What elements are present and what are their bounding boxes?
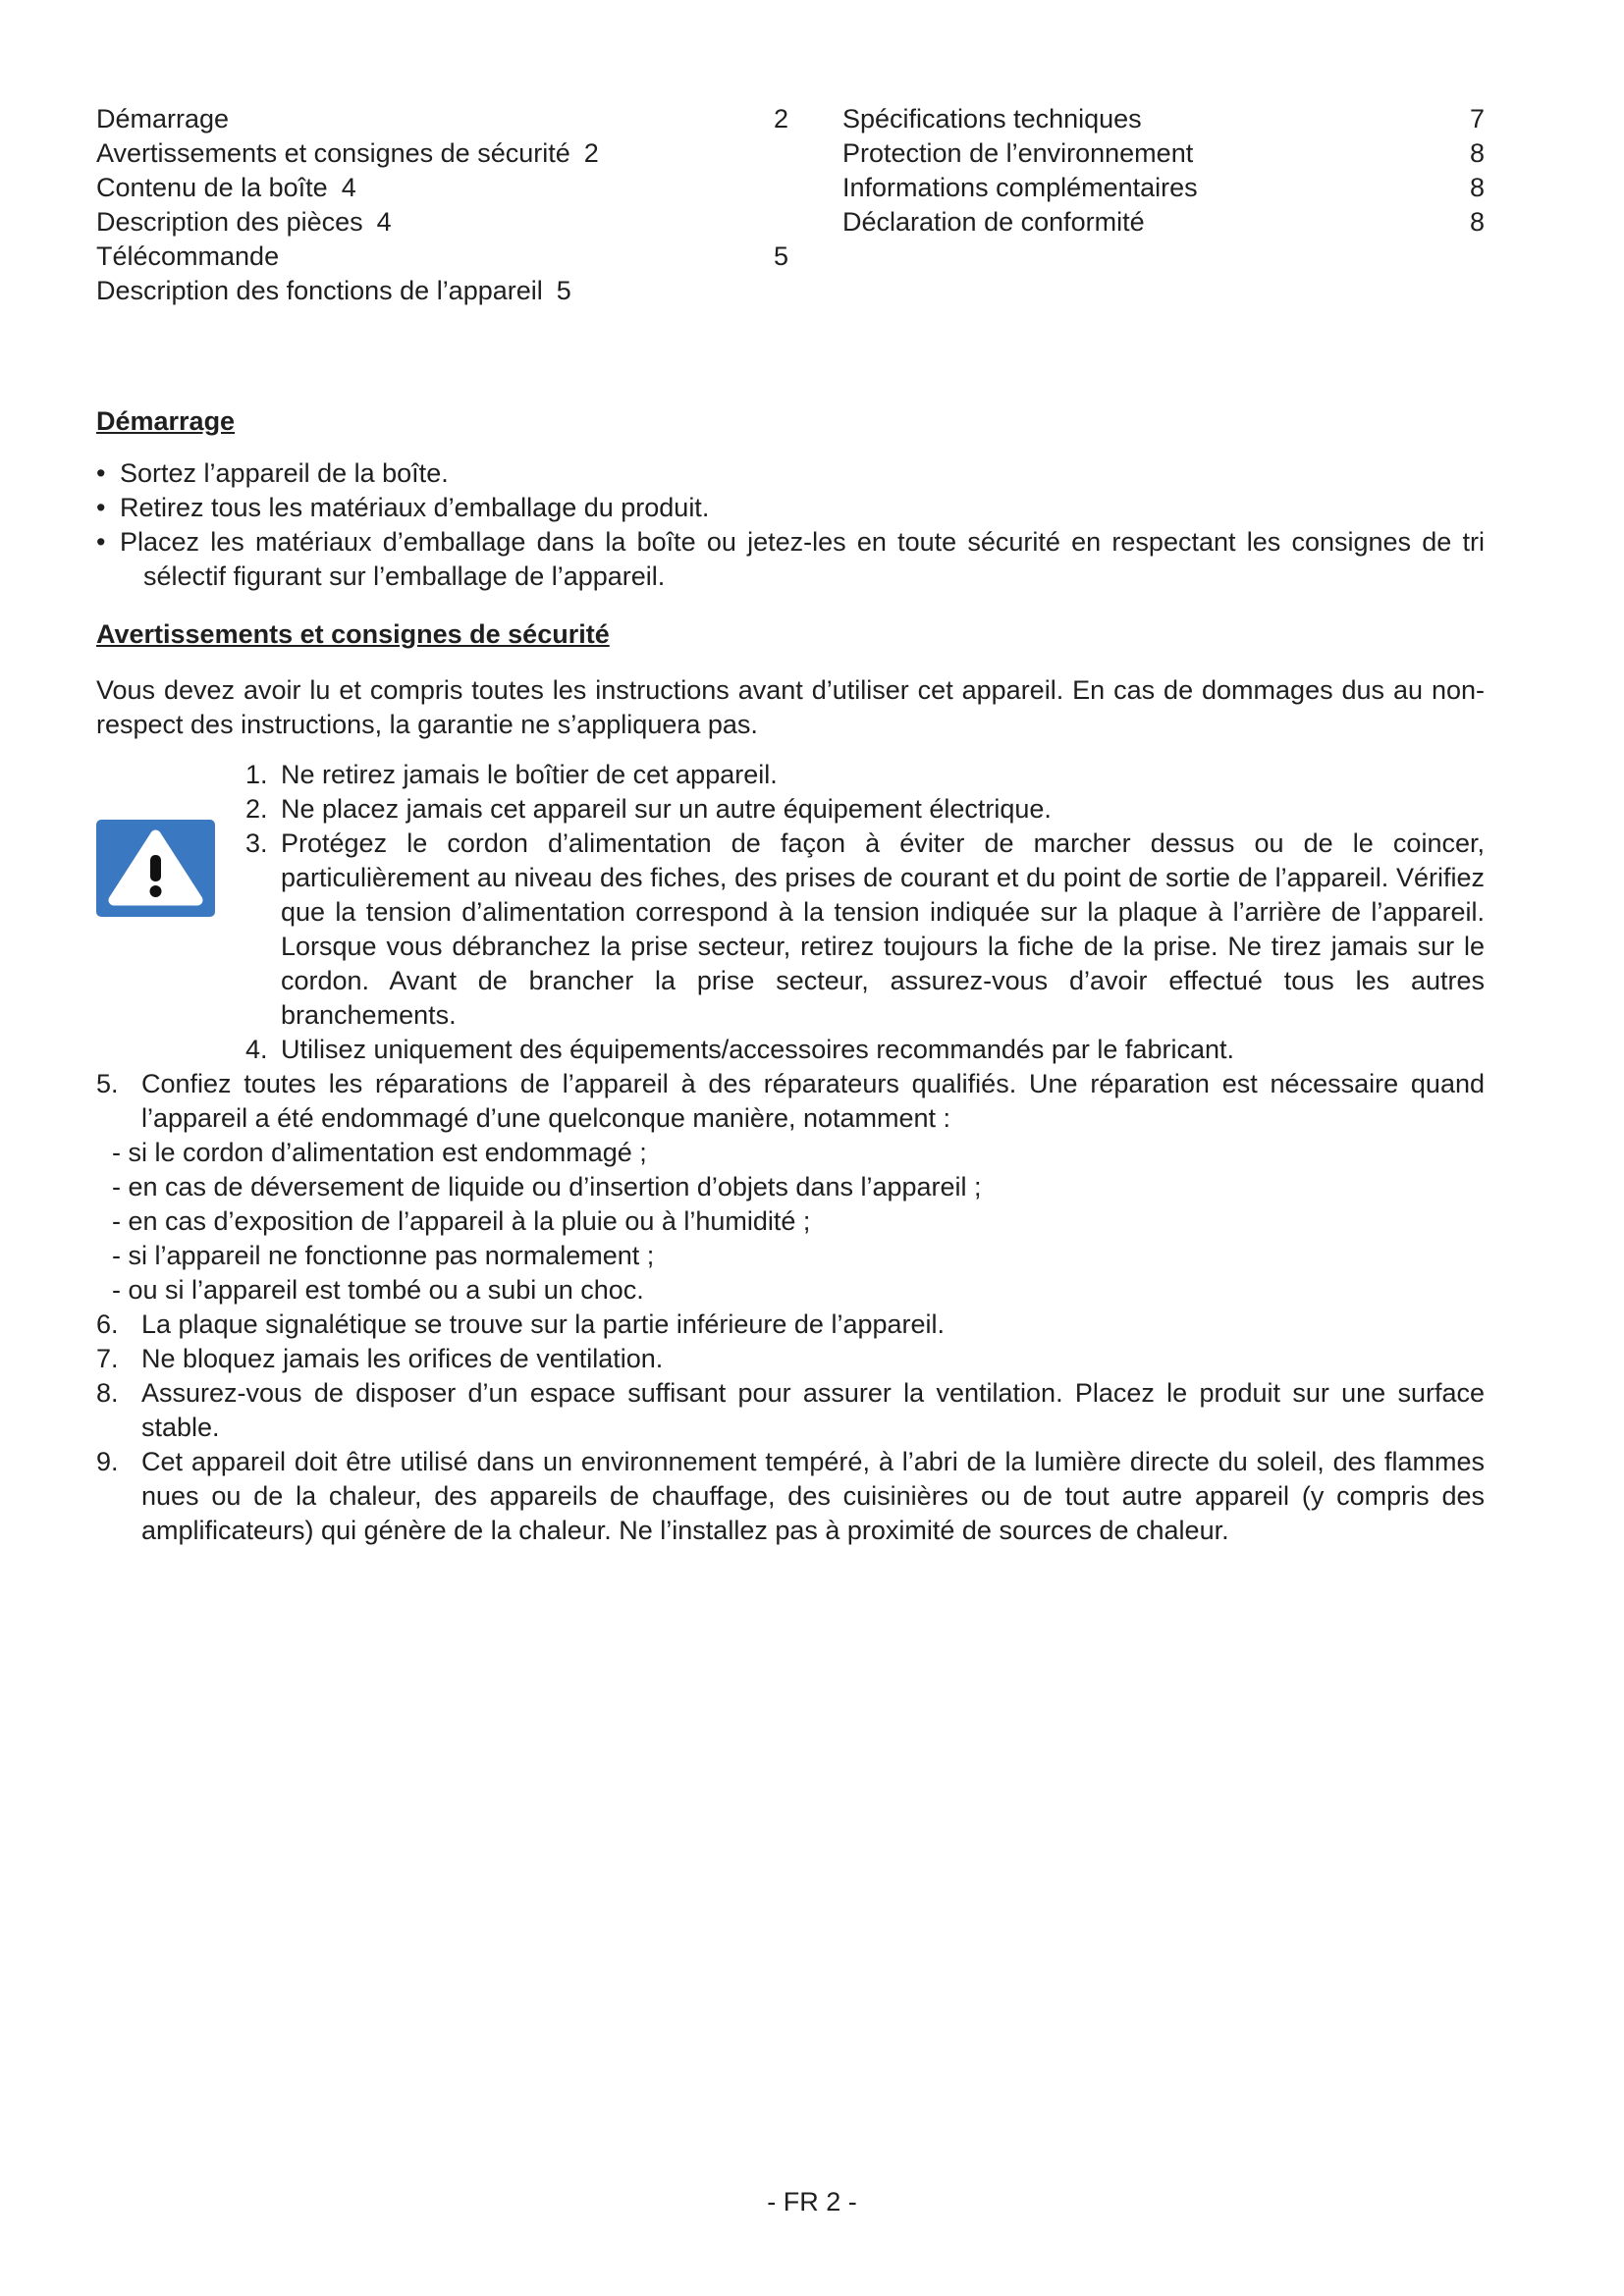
warning-icon bbox=[96, 820, 215, 917]
item-text: Assurez-vous de disposer d’un espace suffisant pour assurer la ventilation. Placez le produit sur une surface stable. bbox=[141, 1378, 1485, 1442]
full-width-numbered-items bbox=[96, 1067, 1485, 1548]
bullet-marker: • bbox=[96, 493, 106, 522]
item-text: Protégez le cordon d’alimentation de façon à éviter de marcher dessus ou de le coincer, particulièrement au niveau des fiches, des prises de courant et du point de sortie de l’appareil. Vérifiez que la tension d’alimentation correspond à la tension indiquée sur la plaque à l’arrière de l’appareil. Lorsque vous débranchez la prise secteur, retirez toujours la fiche de la prise. Ne tirez jamais sur le cordon. Avant de brancher la prise secteur, assurez-vous d’avoir effectué tous les autres branchements. bbox=[281, 828, 1485, 1030]
numbered-item bbox=[245, 1033, 1485, 1067]
toc-entry-page: 2 bbox=[773, 104, 788, 133]
toc-entry-page: 8 bbox=[1469, 173, 1485, 202]
bullet-item bbox=[96, 456, 1485, 491]
toc-row bbox=[96, 205, 788, 240]
numbered-item bbox=[245, 827, 1485, 1033]
toc-entry-label: Protection de l’environnement bbox=[842, 138, 1194, 168]
item-text: Utilisez uniquement des équipements/accessoires recommandés par le fabricant. bbox=[281, 1035, 1234, 1064]
toc-entry-page: 7 bbox=[1469, 104, 1485, 133]
dash-item: - en cas de déversement de liquide ou d’insertion d’objets dans l’appareil ; bbox=[112, 1172, 982, 1201]
intro-paragraph: Vous devez avoir lu et compris toutes les instructions avant d’utiliser cet appareil. En cas de dommages dus au non-respect des instructions, la garantie ne s’appliquera pas. bbox=[96, 675, 1485, 739]
toc-row bbox=[842, 136, 1485, 171]
bullet-marker: • bbox=[96, 527, 106, 557]
item-number: 3. bbox=[245, 828, 268, 858]
item-number: 5. bbox=[96, 1069, 119, 1098]
toc-entry-page: 4 bbox=[376, 207, 392, 237]
item-number: 2. bbox=[245, 794, 268, 824]
numbered-item bbox=[245, 792, 1485, 827]
numbered-item bbox=[96, 1342, 1485, 1376]
item-number: 4. bbox=[245, 1035, 268, 1064]
numbered-item bbox=[96, 1308, 1485, 1342]
toc-column-right bbox=[842, 102, 1485, 308]
item-text: Ne placez jamais cet appareil sur un autre équipement électrique. bbox=[281, 794, 1052, 824]
warnings-list bbox=[96, 758, 1485, 1548]
toc-row bbox=[842, 205, 1485, 240]
bullet-item bbox=[96, 491, 1485, 525]
toc-entry-label: Description des pièces bbox=[96, 207, 363, 237]
toc-entry-label: Informations complémentaires bbox=[842, 173, 1198, 202]
dash-item: - si le cordon d’alimentation est endommagé ; bbox=[112, 1138, 647, 1167]
toc-entry-page: 5 bbox=[556, 276, 571, 305]
numbered-item bbox=[245, 758, 1485, 792]
bullet-marker: • bbox=[96, 458, 106, 488]
toc-entry-label: Description des fonctions de l’appareil bbox=[96, 276, 543, 305]
toc-entry-label: Spécifications techniques bbox=[842, 104, 1142, 133]
toc-entry-page: 8 bbox=[1469, 138, 1485, 168]
toc-row bbox=[96, 102, 788, 136]
toc-entry-page: 8 bbox=[1469, 207, 1485, 237]
numbered-item bbox=[96, 1376, 1485, 1445]
toc-entry-page: 2 bbox=[583, 138, 599, 168]
dash-item: - en cas d’exposition de l’appareil à la pluie ou à l’humidité ; bbox=[112, 1206, 811, 1236]
toc-entry-label: Avertissements et consignes de sécurité bbox=[96, 138, 570, 168]
toc-entry-page: 5 bbox=[773, 241, 788, 271]
item-number: 7. bbox=[96, 1344, 119, 1373]
toc-row bbox=[842, 171, 1485, 205]
bullet-text: Placez les matériaux d’emballage dans la boîte ou jetez-les en toute sécurité en respectant les consignes de tri sélectif figurant sur l’emballage de l’appareil. bbox=[120, 527, 1485, 591]
bullet-text: Sortez l’appareil de la boîte. bbox=[120, 458, 449, 488]
section-heading-demarrage: Démarrage bbox=[96, 406, 236, 436]
bullet-list bbox=[96, 456, 1485, 594]
toc-row bbox=[96, 136, 788, 171]
page-footer: - FR 2 - bbox=[767, 2187, 857, 2216]
item-text: Ne retirez jamais le boîtier de cet appareil. bbox=[281, 760, 778, 789]
toc-row bbox=[96, 240, 788, 274]
section-heading-securite: Avertissements et consignes de sécurité bbox=[96, 619, 610, 649]
item-text: La plaque signalétique se trouve sur la partie inférieure de l’appareil. bbox=[141, 1309, 946, 1339]
toc-entry-label: Déclaration de conformité bbox=[842, 207, 1145, 237]
toc-entry-label: Contenu de la boîte bbox=[96, 173, 328, 202]
toc-row bbox=[842, 102, 1485, 136]
toc-column-left bbox=[96, 102, 788, 308]
bullet-text: Retirez tous les matériaux d’emballage du produit. bbox=[120, 493, 710, 522]
dash-item: - ou si l’appareil est tombé ou a subi un choc. bbox=[112, 1275, 644, 1305]
numbered-item bbox=[96, 1067, 1485, 1136]
toc-entry-label: Télécommande bbox=[96, 241, 280, 271]
item-number: 9. bbox=[96, 1447, 119, 1476]
item-text: Ne bloquez jamais les orifices de ventilation. bbox=[141, 1344, 664, 1373]
toc-entry-label: Démarrage bbox=[96, 104, 230, 133]
item-number: 8. bbox=[96, 1378, 119, 1408]
warning-triangle-icon bbox=[96, 820, 215, 917]
dash-item: - si l’appareil ne fonctionne pas normalement ; bbox=[112, 1241, 655, 1270]
numbered-item bbox=[96, 1445, 1485, 1548]
item-number: 1. bbox=[245, 760, 268, 789]
table-of-contents bbox=[96, 102, 1485, 308]
toc-row bbox=[96, 171, 788, 205]
toc-row bbox=[96, 274, 788, 308]
item-text: Cet appareil doit être utilisé dans un environnement tempéré, à l’abri de la lumière directe du soleil, des flammes nues ou de la chaleur, des appareils de chauffage, des cuisinières ou de tout autre appareil (y compris des amplificateurs) qui génère de la chaleur. Ne l’installez pas à proximité de sources de chaleur. bbox=[141, 1447, 1485, 1545]
item-text: Confiez toutes les réparations de l’appareil à des réparateurs qualifiés. Une réparation est nécessaire quand l’appareil a été endommagé d’une quelconque manière, notamment : bbox=[141, 1069, 1485, 1133]
item-number: 6. bbox=[96, 1309, 119, 1339]
indented-numbered-items bbox=[245, 758, 1485, 1067]
toc-entry-page: 4 bbox=[341, 173, 356, 202]
bullet-item bbox=[96, 525, 1485, 594]
